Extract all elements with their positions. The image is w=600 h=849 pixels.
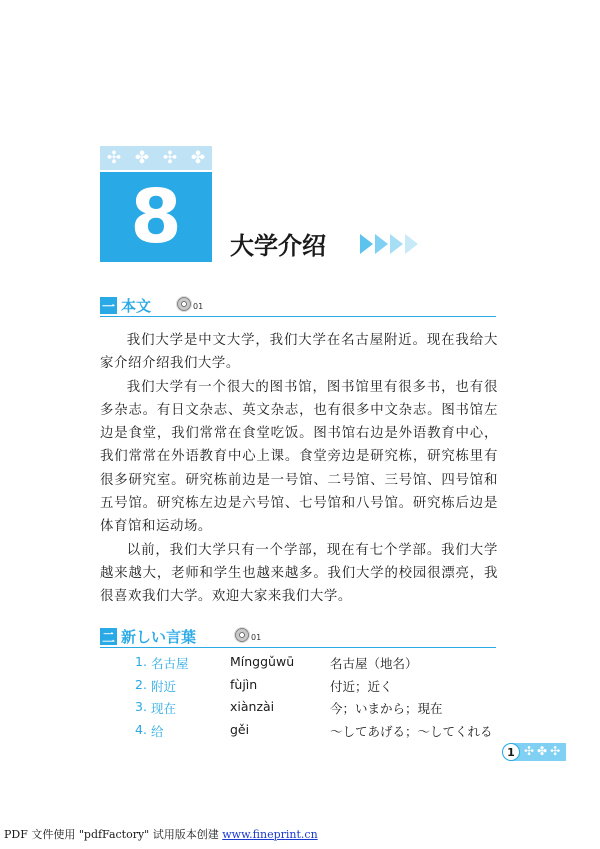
list-item	[135, 677, 505, 700]
chapter-number-box	[100, 172, 212, 262]
puzzle-piece-icon: ✣	[106, 148, 122, 168]
paragraph: 我们大学是中文大学，我们大学在名古屋附近。现在我给大家介绍介绍我们大学。	[100, 333, 498, 372]
audio-track-number: 01	[251, 633, 262, 642]
vocab-number: 4.	[135, 721, 147, 737]
paragraph: 以前，我们大学只有一个学部，现在有七个学部。我们大学越来越大，老师和学生也越来越多。我们大学的校园很漂亮，我很喜欢我们大学。欢迎大家来我们大学。	[100, 542, 498, 605]
audio-cd-icon[interactable]	[234, 627, 250, 643]
vocab-list	[135, 654, 505, 744]
chapter-title: 大学介绍	[230, 232, 326, 260]
footer-watermark	[4, 826, 318, 842]
footer-link[interactable]: www.fineprint.cn	[222, 828, 318, 841]
list-item	[135, 699, 505, 722]
section-header-vocab	[100, 626, 496, 648]
page-number-badge	[502, 743, 566, 761]
audio-track-number: 01	[193, 302, 204, 311]
puzzle-piece-icon: ✣✤✣	[524, 744, 564, 758]
vocab-number: 1.	[135, 654, 147, 669]
chevron-arrows-icon	[360, 234, 418, 254]
section-label: 新しい言葉	[121, 628, 197, 646]
section-divider	[100, 316, 496, 317]
vocab-word: 给	[151, 723, 164, 739]
vocab-pinyin: fùjìn	[230, 676, 258, 692]
vocab-number: 2.	[135, 676, 147, 692]
puzzle-piece-icon: ✤	[190, 148, 206, 168]
section-divider	[100, 647, 496, 648]
vocab-meaning: 今；いまから；現在	[330, 701, 443, 716]
vocab-pinyin: xiànzài	[230, 699, 275, 714]
vocab-meaning: 名古屋（地名）	[330, 656, 418, 671]
paragraph: 我们大学有一个很大的图书馆，图书馆里有很多书，也有很多杂志。有日文杂志、英文杂志，也有很多中文杂志。图书馆左边是食堂，我们常常在食堂吃饭。图书馆右边是外语教育中心，我们常常在外语教育中心上课。食堂旁边是研究栋，研究栋里有很多研究室。研究栋前边是一号馆、二号馆、三号馆、四号馆和五号馆。研究栋左边是六号馆、七号馆和八号馆。研究栋后边是体育馆和运动场。	[100, 379, 498, 535]
puzzle-piece-icon: ✤	[134, 148, 150, 168]
vocab-meaning: 付近；近く	[330, 678, 393, 694]
vocab-number: 3.	[135, 699, 147, 714]
vocab-word: 名古屋	[151, 656, 189, 671]
puzzle-piece-icon: ✣	[162, 148, 178, 168]
vocab-meaning: ～してあげる；～してくれる	[330, 723, 493, 739]
list-item	[135, 654, 505, 677]
section-number: 二	[100, 628, 117, 645]
audio-cd-icon[interactable]	[176, 296, 192, 312]
vocab-pinyin: Mínggǔwū	[230, 654, 295, 669]
vocab-word: 附近	[151, 678, 177, 694]
chapter-number: 8	[130, 174, 182, 260]
footer-text: PDF 文件使用 "pdfFactory" 试用版本创建	[4, 828, 223, 841]
page-number: 1	[502, 743, 520, 761]
section-label: 本文	[121, 297, 152, 315]
main-text	[100, 329, 498, 609]
section-header-text	[100, 295, 496, 317]
list-item	[135, 722, 505, 745]
vocab-word: 现在	[151, 701, 177, 716]
section-number: 一	[100, 297, 117, 314]
vocab-pinyin: gěi	[230, 721, 250, 737]
puzzle-decoration-strip	[100, 146, 212, 170]
